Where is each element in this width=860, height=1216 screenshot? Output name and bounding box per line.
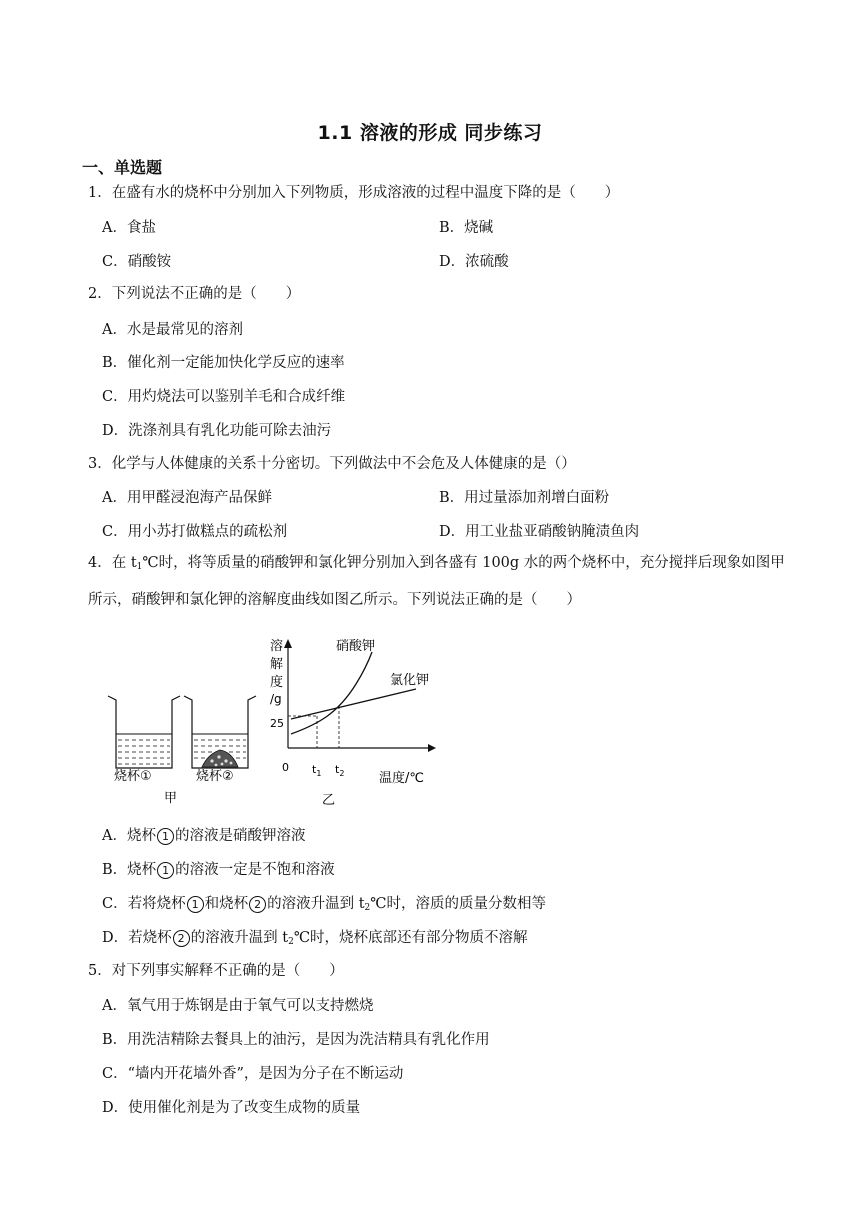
- q1-option-b: B．烧碱: [439, 220, 494, 236]
- y-axis-label-3: 度: [270, 675, 284, 690]
- q5-option-c: C．“墙内开花墙外香”，是因为分子在不断运动: [102, 1066, 404, 1082]
- q3-option-a: A．用甲醛浸泡海产品保鲜: [102, 490, 272, 506]
- q1-option-a: A．食盐: [102, 220, 156, 236]
- kno3-curve-label: 硝酸钾: [336, 639, 376, 654]
- y-axis-label-4: /g: [270, 692, 282, 706]
- q2-option-d: D．洗涤剂具有乳化功能可除去油污: [102, 423, 332, 439]
- q4-option-b: B．烧杯 1 的溶液一定是不饱和溶液: [102, 862, 335, 878]
- y-axis-label-2: 解: [270, 657, 284, 672]
- circled-1-icon: 1: [157, 828, 174, 845]
- y-axis-label-1: 溶: [270, 639, 284, 654]
- kcl-line: [291, 689, 416, 719]
- beaker-1-label: 烧杯①: [114, 769, 152, 784]
- q2-option-c: C．用灼烧法可以鉴别羊毛和合成纤维: [102, 389, 346, 405]
- beaker-1: [108, 696, 180, 768]
- q1-option-d: D．浓硫酸: [439, 254, 509, 270]
- circled-2-icon: 2: [173, 930, 190, 947]
- undissolved-solid: [202, 750, 238, 767]
- circled-1-icon: 1: [157, 862, 174, 879]
- q3-option-c: C．用小苏打做糕点的疏松剂: [102, 524, 288, 540]
- solubility-graph: [284, 639, 436, 752]
- beaker-2-label: 烧杯②: [196, 769, 234, 784]
- origin-label: 0: [282, 761, 289, 774]
- q5-option-d: D．使用催化剂是为了改变生成物的质量: [102, 1100, 361, 1116]
- q4-option-a: A．烧杯 1 的溶液是硝酸钾溶液: [102, 828, 306, 844]
- t2-tick: $t_2$: [335, 763, 345, 778]
- figure-yi-label: 乙: [322, 793, 336, 808]
- q3-option-b: B．用过量添加剂增白面粉: [439, 490, 610, 506]
- q1-option-c: C．硝酸铵: [102, 254, 172, 270]
- kno3-curve: [291, 652, 372, 734]
- solubility-figure: [98, 628, 450, 810]
- section-heading: 一、单选题: [82, 158, 163, 177]
- x-axis-label: 温度/℃: [379, 771, 424, 786]
- q4-option-d: D．若烧杯 2 的溶液升温到 $t_2℃$时，烧杯底部还有部分物质不溶解: [102, 930, 528, 947]
- question-2-stem: 2．下列说法不正确的是（ ）: [88, 286, 301, 302]
- q3-option-d: D．用工业盐亚硝酸钠腌渍鱼肉: [439, 524, 640, 540]
- t1-tick: $t_1$: [312, 763, 322, 778]
- q4-stem-subscript: 1: [136, 562, 143, 572]
- q4-stem-part-1: 4．在 t: [88, 555, 137, 571]
- kcl-line-label: 氯化钾: [390, 673, 430, 688]
- q2-option-a: A．水是最常见的溶剂: [102, 322, 243, 338]
- q2-option-b: B．催化剂一定能加快化学反应的速率: [102, 355, 345, 371]
- circled-2-icon: 2: [249, 896, 266, 913]
- question-1-stem: 1．在盛有水的烧杯中分别加入下列物质，形成溶液的过程中温度下降的是（ ）: [88, 185, 620, 201]
- question-4-stem: [88, 547, 788, 617]
- beaker-2: [184, 696, 256, 768]
- q4-stem-part-2: ℃时，将等质量的硝酸钾和氯化钾分别加入到各盛有 100g 水的两个烧杯中，充分搅拌后现象如图甲所示，硝酸钾和氯化钾的溶解度曲线如图乙所示。下列说法正确的是（ ）: [88, 555, 785, 608]
- q5-option-b: B．用洗洁精除去餐具上的油污，是因为洗洁精具有乳化作用: [102, 1032, 490, 1048]
- question-3-stem: 3．化学与人体健康的关系十分密切。下列做法中不会危及人体健康的是（）: [88, 456, 576, 472]
- y-tick-25: 25: [270, 717, 284, 730]
- page-title: 1.1 溶液的形成 同步练习: [317, 122, 543, 144]
- q5-option-a: A．氧气用于炼钢是由于氧气可以支持燃烧: [102, 998, 374, 1014]
- figure-jia-label: 甲: [164, 791, 178, 806]
- circled-1-icon: 1: [187, 896, 204, 913]
- q4-option-c: C．若将烧杯 1 和烧杯 2 的溶液升温到 $t_2℃$时，溶质的质量分数相等: [102, 896, 547, 913]
- question-5-stem: 5．对下列事实解释不正确的是（ ）: [88, 963, 344, 979]
